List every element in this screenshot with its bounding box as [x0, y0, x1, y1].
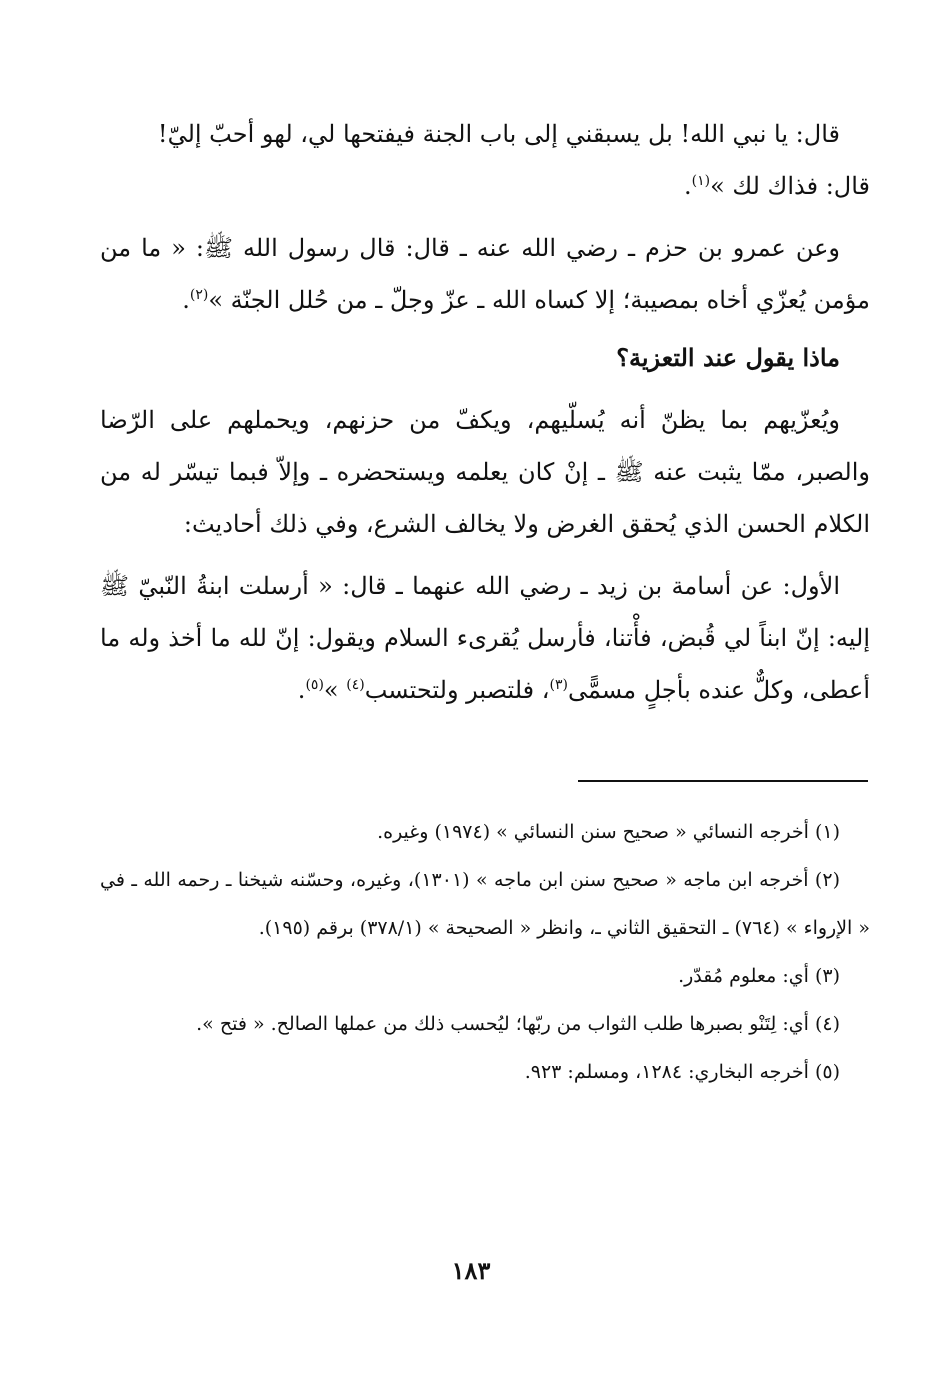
footnote-ref-4: (٤) [346, 677, 365, 693]
footnote-4: (٤) أي: لِتَنْو بصبرها طلب الثواب من ربّها؛ ليُحسب ذلك من عملها الصالح. « فتح ». [196, 1013, 840, 1035]
paragraph-4-part-c: » [323, 676, 347, 704]
paragraph-1-end: . [683, 172, 692, 200]
section-heading: ماذا يقول عند التعزية؟ [616, 343, 840, 372]
footnote-3: (٣) أي: معلوم مُقدّر. [678, 965, 840, 987]
footnote-ref-2: (٢) [189, 287, 209, 303]
paragraph-1-line-1: قال: يا نبي الله! بل يسبقني إلى باب الجنة فيفتحها لي، لهو أحبّ إليّ! [157, 120, 840, 148]
paragraph-4-part-a: الأول: عن أسامة بن زيد ـ رضي الله عنهما ـ قال: « أرسلت ابنةُ النّبيّ ﷺ إليه: إنّ ابناً لي قُبض، فأْتنا، فأرسل يُقرىء السلام ويقول: إنّ لله ما أخذ وله ما أعطى، وكلٌّ عنده بأجلٍ مسمًّى [100, 572, 870, 704]
footnote-ref-1: (١) [691, 173, 711, 189]
paragraph-3: ويُعزّيهم بما يظنّ أنه يُسلّيهم، ويكفّ من حزنهم، ويحملهم على الرّضا والصبر، ممّا يثبت عنه ﷺ ـ إنْ كان يعلمه ويستحضره ـ وإلاّ فبما تيسّر له من الكلام الحسن الذي يُحقق الغرض ولا يخالف الشرع، وفي ذلك أحاديث: [100, 406, 870, 538]
paragraph-2-end: . [182, 286, 190, 314]
footnote-5: (٥) أخرجه البخاري: ١٢٨٤، ومسلم: ٩٢٣. [524, 1061, 840, 1083]
paragraph-2 [100, 222, 870, 326]
paragraph-4-part-b: ، فلتصبر ولتحتسب [364, 676, 550, 704]
footnote-1: (١) أخرجه النسائي « صحيح سنن النسائي » (١٩٧٤) وغيره. [377, 821, 840, 843]
footnote-ref-5: (٥) [305, 677, 324, 693]
paragraph-4 [100, 560, 870, 716]
paragraph-1-line-2: قال: فذاك لك » [710, 172, 870, 200]
footnotes [100, 808, 870, 1096]
footnote-2: (٢) أخرجه ابن ماجه « صحيح سنن ابن ماجه » (١٣٠١)، وغيره، وحسّنه شيخنا ـ رحمه الله ـ في « الإرواء » (٧٦٤) ـ التحقيق الثاني ـ، وانظر « الصحيحة » (٣٧٨/١) برقم (١٩٥). [100, 869, 870, 939]
paragraph-1 [100, 108, 870, 212]
paragraph-4-end: . [297, 676, 306, 704]
page-number: ١٨٣ [451, 1256, 491, 1285]
paragraph-2-text: وعن عمرو بن حزم ـ رضي الله عنه ـ قال: قال رسول الله ﷺ: « ما من مؤمن يُعزّي أخاه بمصيبة؛ إلا كساه الله ـ عزّ وجلّ ـ من حُلل الجنّة » [100, 234, 870, 314]
main-text [100, 108, 870, 716]
footnote-ref-3: (٣) [549, 677, 568, 693]
footnote-separator [578, 780, 868, 782]
